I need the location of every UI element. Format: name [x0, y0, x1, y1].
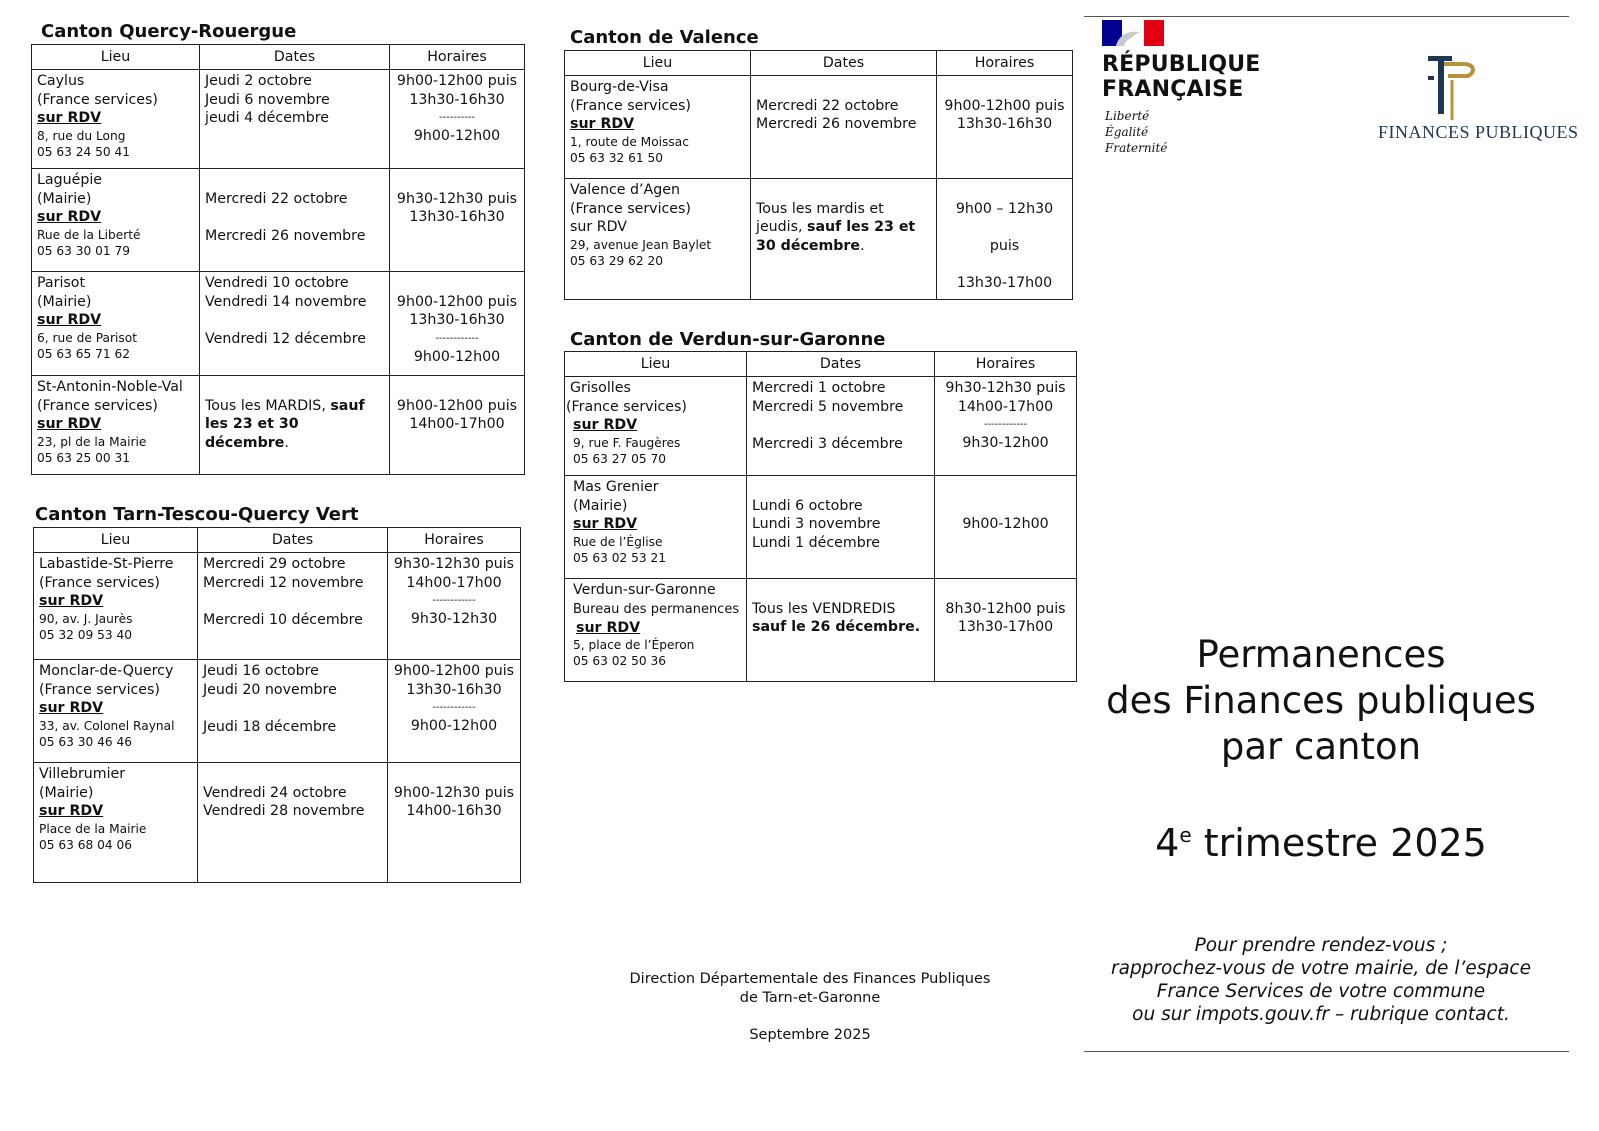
- rdv-label: sur RDV: [573, 516, 638, 533]
- address: 23, pl de la Mairie: [37, 434, 147, 449]
- column-header-dates: Dates: [200, 45, 390, 70]
- column-header-horaires: Horaires: [390, 45, 525, 70]
- section-title-verdun: Canton de Verdun-sur-Garonne: [570, 329, 886, 350]
- section-title-quercy-rouergue: Canton Quercy-Rouergue: [41, 21, 297, 42]
- dates-exception: sauf le 26 décembre.: [752, 619, 921, 636]
- dates-text: Tous les VENDREDIS: [752, 600, 896, 617]
- place-type: (France services): [566, 398, 687, 415]
- finances-publiques-wordmark: FINANCES PUBLIQUES: [1378, 122, 1579, 142]
- dates-cell: [198, 763, 388, 883]
- hours-line: 9h00-12h00: [410, 718, 498, 735]
- rdv-label: sur RDV: [37, 312, 102, 329]
- address: 5, place de l’Éperon: [573, 638, 695, 653]
- hours-cell: [388, 763, 521, 883]
- table-row: [565, 476, 1077, 579]
- table-row: [565, 579, 1077, 682]
- hours-separator: ----------: [438, 112, 476, 124]
- table-header-row: [34, 528, 521, 553]
- date-entry: Vendredi 12 décembre: [205, 330, 366, 347]
- place-name: Valence d’Agen: [570, 182, 680, 198]
- phone-number: 05 63 27 05 70: [573, 451, 667, 466]
- address: 29, avenue Jean Baylet: [570, 237, 712, 252]
- hours-line: 9h00-12h00 puis: [396, 397, 518, 414]
- column-header-horaires: Horaires: [937, 51, 1073, 76]
- hours-line: 9h30-12h30 puis: [396, 190, 518, 207]
- date-entry: Mercredi 3 décembre: [752, 435, 903, 452]
- hours-cell: [388, 660, 521, 763]
- hours-line: 14h00-17h00: [409, 416, 505, 433]
- date-entry: Lundi 6 octobre: [752, 497, 863, 514]
- date-entry: Jeudi 18 décembre: [203, 718, 337, 735]
- rdv-label: sur RDV: [37, 110, 102, 127]
- republique-francaise-wordmark: RÉPUBLIQUE FRANÇAISE: [1102, 52, 1261, 102]
- hours-cell: [935, 476, 1077, 579]
- column-header-lieu: Lieu: [32, 45, 200, 70]
- date-entry: Mercredi 10 décembre: [203, 611, 363, 628]
- hours-line: 9h00-12h00 puis: [396, 73, 518, 89]
- lieu-cell: [32, 376, 200, 475]
- place-name: Caylus: [37, 73, 85, 89]
- place-type: (France services): [37, 91, 158, 108]
- table-row: [34, 660, 521, 763]
- page-title: Permanences des Finances publiques par canton: [1106, 633, 1536, 768]
- date-entry: Vendredi 10 octobre: [205, 275, 349, 291]
- column-header-lieu: Lieu: [565, 352, 747, 377]
- dates-cell: [200, 272, 390, 376]
- dates-cell: Tous les mardis et jeudis, sauf les 23 et 30 décembre.: [751, 179, 937, 300]
- column-header-dates: Dates: [198, 528, 388, 553]
- date-entry: jeudi 4 décembre: [205, 110, 329, 127]
- place-name: Monclar-de-Quercy: [39, 663, 174, 679]
- rdv-label: sur RDV: [39, 700, 104, 717]
- place-type: (France services): [39, 681, 160, 698]
- place-type: (France services): [570, 97, 691, 114]
- phone-number: 05 63 02 53 21: [573, 550, 667, 565]
- hours-line: 13h30-17h00: [957, 619, 1054, 636]
- hours-line: 9h00-12h30 puis: [393, 784, 515, 801]
- hours-line: 8h30-12h00 puis: [945, 600, 1066, 617]
- hours-cell: [935, 579, 1077, 682]
- table-row: [34, 553, 521, 660]
- date-entry: Vendredi 24 octobre: [203, 784, 347, 801]
- place-type: (Mairie): [39, 784, 94, 801]
- lieu-cell: [565, 76, 751, 179]
- hours-line: 13h30-16h30: [956, 116, 1053, 133]
- rdv-label: sur RDV: [39, 803, 104, 820]
- column-header-lieu: Lieu: [34, 528, 198, 553]
- hours-cell: [390, 272, 525, 376]
- hours-line: 13h30-16h30: [409, 91, 505, 108]
- footer-date: Septembre 2025: [749, 1027, 871, 1043]
- rdv-label: sur RDV: [570, 219, 627, 236]
- table-header-row: [32, 45, 525, 70]
- table-header-row: [565, 51, 1073, 76]
- hours-separator: ------------: [432, 702, 476, 714]
- date-entry: Mercredi 22 octobre: [205, 190, 348, 207]
- hours-line: 13h30-16h30: [409, 312, 505, 329]
- hours-line: puis: [989, 237, 1020, 254]
- address: 6, rue de Parisot: [37, 330, 137, 345]
- lieu-cell: [34, 660, 198, 763]
- phone-number: 05 63 02 50 36: [573, 654, 667, 669]
- address: 9, rue F. Faugères: [573, 435, 681, 450]
- dates-cell: [747, 476, 935, 579]
- hours-line: 9h00-12h00 puis: [396, 293, 518, 310]
- place-name: Grisolles: [570, 380, 631, 396]
- rdv-label: sur RDV: [39, 593, 104, 610]
- hours-line: 13h30-17h00: [956, 274, 1053, 291]
- hours-line: 9h00-12h00: [413, 348, 501, 365]
- trimester-title: 4e trimestre 2025: [1155, 821, 1487, 865]
- lieu-cell: [32, 70, 200, 169]
- table-header-row: [565, 352, 1077, 377]
- footer-direction: Direction Départementale des Finances Publiques: [629, 971, 991, 987]
- hours-line: 9h30-12h30: [410, 611, 498, 628]
- column-header-dates: Dates: [747, 352, 935, 377]
- hours-cell: [937, 179, 1073, 300]
- date-entry: Mercredi 26 novembre: [756, 116, 917, 133]
- hours-separator: ------------: [983, 419, 1028, 431]
- rdv-label: sur RDV: [573, 417, 638, 434]
- date-entry: Vendredi 28 novembre: [203, 803, 365, 820]
- date-entry: Mercredi 22 octobre: [756, 97, 899, 114]
- table-row: [565, 377, 1077, 476]
- place-type: (Mairie): [37, 293, 92, 310]
- date-entry: Mercredi 12 novembre: [203, 574, 364, 591]
- date-entry: Mercredi 29 octobre: [203, 556, 346, 572]
- section-title-tarn-tescou: Canton Tarn-Tescou-Quercy Vert: [35, 504, 359, 525]
- lieu-cell: [565, 476, 747, 579]
- lieu-cell: [34, 763, 198, 883]
- lieu-cell: [565, 377, 747, 476]
- hours-line: 9h00-12h00: [413, 128, 501, 145]
- schedule-table-tarn-tescou: [33, 527, 521, 883]
- place-name: Mas Grenier: [573, 479, 659, 495]
- rdv-label: sur RDV: [37, 416, 102, 433]
- schedule-table-quercy-rouergue: [31, 44, 525, 475]
- place-name: Laguépie: [37, 172, 103, 188]
- hours-separator: ------------: [432, 595, 476, 607]
- dates-cell: [200, 169, 390, 272]
- dates-cell: [200, 70, 390, 169]
- place-type: (France services): [39, 574, 160, 591]
- address: 1, route de Moissac: [570, 134, 689, 149]
- dates-cell: Tous les MARDIS, sauf les 23 et 30 décembre.: [200, 376, 390, 475]
- place-name: St-Antonin-Noble-Val: [37, 379, 183, 395]
- top-divider: [1084, 16, 1569, 17]
- address: Place de la Mairie: [39, 821, 147, 836]
- date-entry: Jeudi 16 octobre: [203, 663, 319, 679]
- republic-motto: Liberté Égalité Fraternité: [1105, 109, 1168, 155]
- table-row: [34, 763, 521, 883]
- date-entry: Mercredi 1 octobre: [752, 380, 886, 396]
- lieu-cell: [32, 272, 200, 376]
- address: 8, rue du Long: [37, 128, 126, 143]
- hours-line: 9h00-12h00 puis: [944, 97, 1065, 114]
- lieu-cell: [565, 579, 747, 682]
- phone-number: 05 63 24 50 41: [37, 144, 131, 159]
- column-header-horaires: Horaires: [388, 528, 521, 553]
- hours-separator: ------------: [435, 332, 479, 344]
- column-header-horaires: Horaires: [935, 352, 1077, 377]
- phone-number: 05 63 32 61 50: [570, 150, 664, 165]
- hours-line: 14h00-17h00: [406, 574, 502, 591]
- place-name: Villebrumier: [39, 766, 126, 782]
- date-entry: Jeudi 20 novembre: [203, 681, 337, 698]
- hours-cell: [937, 76, 1073, 179]
- dates-cell: [747, 579, 935, 682]
- phone-number: 05 63 65 71 62: [37, 346, 131, 361]
- hours-line: 13h30-16h30: [406, 681, 502, 698]
- hours-line: 9h30-12h30 puis: [393, 556, 515, 572]
- phone-number: 05 63 29 62 20: [570, 253, 664, 268]
- hours-cell: [390, 70, 525, 169]
- date-entry: Mercredi 5 novembre: [752, 398, 904, 415]
- place-type: (France services): [570, 200, 691, 217]
- address: Rue de l’Église: [573, 534, 663, 549]
- schedule-table-valence: [564, 50, 1073, 300]
- section-title-valence: Canton de Valence: [570, 27, 759, 48]
- address: 90, av. J. Jaurès: [39, 611, 133, 626]
- table-row: [565, 179, 1073, 300]
- rdv-label: sur RDV: [576, 619, 641, 636]
- place-type: Bureau des permanences: [573, 601, 740, 617]
- dates-text: Tous les MARDIS,: [205, 397, 331, 414]
- phone-number: 05 63 30 01 79: [37, 243, 131, 258]
- lieu-cell: [32, 169, 200, 272]
- date-entry: Jeudi 2 octobre: [205, 73, 312, 89]
- lieu-cell: [565, 179, 751, 300]
- hours-line: 9h30-12h00: [962, 435, 1049, 452]
- hours-cell: [935, 377, 1077, 476]
- place-name: Bourg-de-Visa: [570, 79, 669, 95]
- hours-line: 9h00-12h00 puis: [393, 663, 515, 679]
- phone-number: 05 63 30 46 46: [39, 734, 133, 749]
- dates-cell: [198, 660, 388, 763]
- hours-cell: [388, 553, 521, 660]
- dates-exception: sauf les 23 et 30 décembre: [756, 219, 916, 254]
- hours-cell: [390, 376, 525, 475]
- phone-number: 05 63 25 00 31: [37, 450, 131, 465]
- hours-line: 14h00-17h00: [957, 398, 1054, 415]
- place-name: Verdun-sur-Garonne: [573, 582, 716, 598]
- place-name: Parisot: [37, 275, 86, 291]
- rdv-label: sur RDV: [570, 116, 635, 133]
- bottom-divider: [1084, 1051, 1569, 1052]
- hours-line: 9h30-12h30 puis: [945, 380, 1066, 396]
- phone-number: 05 63 68 04 06: [39, 837, 133, 852]
- date-entry: Jeudi 6 novembre: [205, 91, 330, 108]
- dates-cell: [198, 553, 388, 660]
- footer-issuer: [620, 970, 1000, 1045]
- phone-number: 05 32 09 53 40: [39, 627, 133, 642]
- hours-line: 13h30-16h30: [409, 209, 505, 226]
- dates-cell: [751, 76, 937, 179]
- table-row: [565, 76, 1073, 179]
- table-row: [32, 70, 525, 169]
- date-entry: Lundi 3 novembre: [752, 516, 881, 533]
- dates-exception: sauf les 23 et 30 décembre: [205, 397, 365, 451]
- place-name: Labastide-St-Pierre: [39, 556, 174, 572]
- footer-department: de Tarn-et-Garonne: [739, 990, 881, 1006]
- table-row: [32, 376, 525, 475]
- column-header-lieu: Lieu: [565, 51, 751, 76]
- schedule-table-verdun: [564, 351, 1077, 682]
- place-type: (Mairie): [37, 190, 92, 207]
- date-entry: Lundi 1 décembre: [752, 534, 880, 551]
- contact-instructions: Pour prendre rendez-vous ; rapprochez-vous de votre mairie, de l’espace France Services de votre commune ou sur impots.gouv.fr – rubrique contact.: [1111, 935, 1531, 1025]
- column-header-dates: Dates: [751, 51, 937, 76]
- lieu-cell: [34, 553, 198, 660]
- marianne-flag-icon: [1102, 20, 1164, 46]
- place-type: (France services): [37, 397, 158, 414]
- table-row: [32, 169, 525, 272]
- dates-text: Tous les mardis et jeudis,: [756, 200, 884, 236]
- place-type: (Mairie): [573, 497, 628, 514]
- date-entry: Mercredi 26 novembre: [205, 227, 366, 244]
- dates-cell: [747, 377, 935, 476]
- hours-cell: [390, 169, 525, 272]
- date-entry: Vendredi 14 novembre: [205, 293, 367, 310]
- address: Rue de la Liberté: [37, 227, 141, 242]
- rdv-label: sur RDV: [37, 209, 102, 226]
- hours-line: 14h00-16h30: [406, 803, 502, 820]
- hours-line: 9h00-12h00: [962, 516, 1049, 533]
- table-row: [32, 272, 525, 376]
- address: 33, av. Colonel Raynal: [39, 718, 175, 733]
- hours-line: 9h00 – 12h30: [955, 200, 1054, 217]
